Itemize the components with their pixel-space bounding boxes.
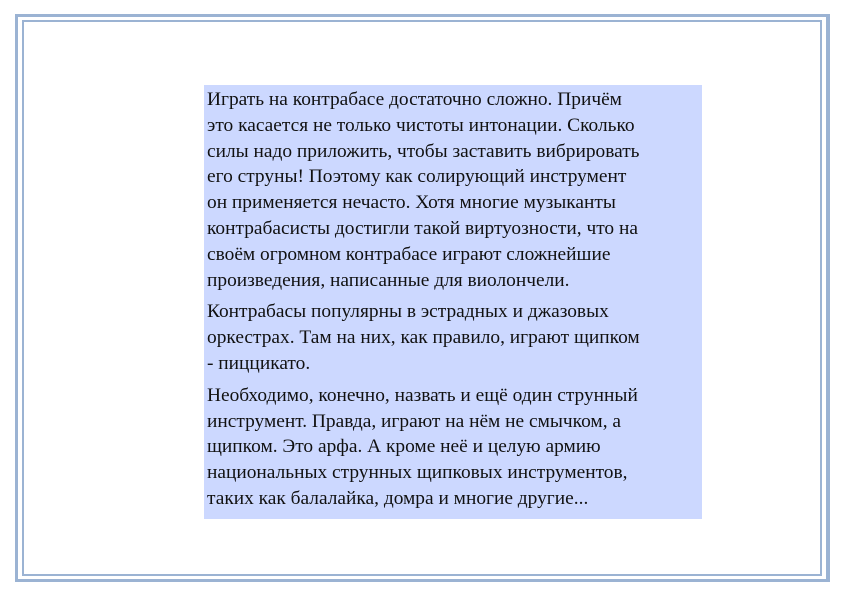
- text-box: [204, 85, 702, 519]
- slide-frame-shadow-bottom: [18, 579, 830, 582]
- slide-frame-shadow-right: [827, 14, 830, 582]
- paragraph-contrabass-orchestras: Контрабасы популярны в эстрадных и джазовых оркестрах. Там на них, как правило, играют щипком - пиццикато.: [207, 301, 640, 374]
- paragraph-contrabass-difficulty: Играть на контрабасе достаточно сложно. Причём это касается не только чистоты интонации. Сколько силы надо приложить, чтобы заставить вибрировать его струны! Поэтому как солирующий инструмент он применяется нечасто. Хотя многие музыканты контрабасисты достигли такой виртуозности, что на своём огромном контрабасе играют сложнейшие произведения, написанные для виолончели.: [207, 89, 640, 291]
- paragraph-harp: Необходимо, конечно, назвать и ещё один струнный инструмент. Правда, играют на нём не смычком, а щипком. Это арфа. А кроме неё и целую армию национальных струнных щипковых инструментов, таких как балалайка, домра и многие другие...: [207, 384, 638, 509]
